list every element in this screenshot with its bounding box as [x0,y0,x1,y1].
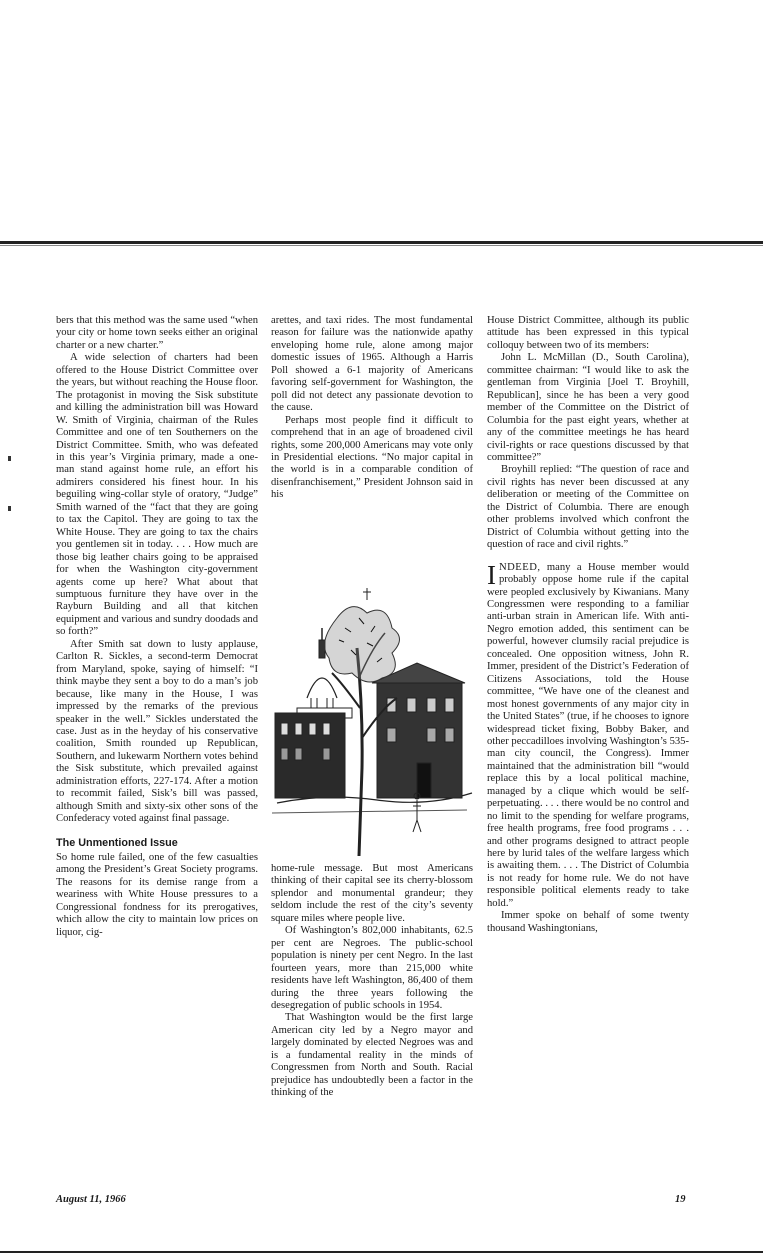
section-heading: The Unmentioned Issue [56,836,178,849]
paragraph: House District Committee, although its public attitude has been expressed in this typical colloquy between two of its members: [487,315,689,351]
drop-cap: I [487,559,496,590]
issue-date: August 11, 1966 [56,1194,126,1205]
column-2 [271,315,473,1099]
paragraph: Broyhill replied: “The question of race and civil rights has never been discussed at any deliberation or meeting of the Committee on the District of Columbia. There are enough other problems involved which confront the District of Columbia without getting into the question of race and civil rights.” [487,464,689,551]
paragraph: John L. McMillan (D., South Carolina), committee chairman: “I would like to ask the gentleman from Virginia [Joel T. Broyhill, Republican], since he has been a very good member of the Committee on the District of Columbia for the past eight years, whether at any of the committee meetings he has heard civil-rights or race questions discussed by that committee?” [487,352,689,463]
top-rule-thin [0,245,763,246]
paragraph: That Washington would be the first large American city led by a Negro mayor and largely dominated by elected Negroes was and is a fundamental reality in the minds of Congressmen from North and South. Racial prejudice has undoubtedly been a factor in the thinking of the [271,1012,473,1099]
paragraph: Perhaps most people find it difficult to comprehend that in an age of broadened civil rights, some 200,000 Americans may vote only in Presidential elections. “No major capital in the world is in a comparable condition of disenfranchisement,” President Johnson said in his [271,414,473,501]
bottom-rule [0,1251,763,1253]
column-1 [56,315,258,939]
paragraph-with-dropcap [487,559,689,911]
paragraph: After Smith sat down to lusty applause, Carlton R. Sickles, a second-term Democrat from Maryland, spoke, saying of himself: “I think maybe they sent a boy to do a man’s job because, like many in the House, I was impressed by the remarks of the previous speaker in the well.” Sickles understated the case. Just as in the heyday of his conservative coalition, Smith rounded up Republican, Southern, and lukewarm Northern votes behind the Sisk substitute, which prevailed against administration efforts, 227-174. After a motion to recommit failed, Sisk’s bill was passed, although Smith and sixty-six other sons of the Confederacy voted against final passage. [56,638,258,825]
paragraph: arettes, and taxi rides. The most fundamental reason for failure was the nationwide apathy enveloping home rule, alone among major domestic issues of 1965. Although a Harris Poll showed a 6-1 majority of Americans favoring self-government for Washington, the poll did not detect any passionate devotion to the cause. [271,315,473,414]
column-3 [487,315,689,935]
paragraph: So home rule failed, one of the few casualties among the President’s Great Society programs. The reasons for its demise range from a weariness with White House pressures to a Congressional fondness for its prerogatives, which allow the city to maintain low prices on liquor, cig- [56,852,258,938]
page-number: 19 [675,1194,686,1205]
top-rule [0,241,763,244]
paragraph: Of Washington’s 802,000 inhabitants, 62.5 per cent are Negroes. The public-school population is ninety per cent Negro. In the last fourteen years, more than 215,000 white residents have left Washington, 86,400 of them during the three years following the desegregation of public schools in 1954. [271,925,473,1011]
capitol-illustration [267,588,477,856]
paragraph-text: many a House member would probably oppose home rule if the capital were peopled exclusively by Kiwanians. Many Congressmen were responding to a familiar anti-urban strain in American life. With anti-Negro emotion added, this sentiment can be powerful, however clumsily racial prejudice is concealed. One opposition witness, John R. Immer, president of the District’s Federation of Citizens Associations, told the House committee, “We have one of the cleanest and most honest governments of any major city in the United States” (true, if he chooses to ignore widespread ticket fixing, Bobby Baker, and other peccadilloes involving Washington’s 535-man city council, the Congress). Immer maintained that the administration bill “would replace this by a local political machine, managed by a clique which would be self-perpetuating. . . . there would be no control and no limit to the spending for welfare programs, free health programs, free food programs . . . and other programs designed to attract people here by lurid tales of the welfare largess which is awaiting them. . . . The District of Columbia is not ready for home rule. We do not have responsible political elements ready to take hold.” [487,561,689,909]
margin-mark [8,456,11,461]
paragraph: Immer spoke on behalf of some twenty thousand Washingtonians, [487,910,689,934]
lead-in: NDEED, [499,561,541,573]
paragraph: home-rule message. But most Americans thinking of their capital see its cherry-blossom splendor and monumental grandeur; they seldom include the rest of the city’s seventy square miles where people live. [271,863,473,924]
paragraph: bers that this method was the same used “when your city or home town seeks either an original charter or a new charter.” [56,315,258,351]
paragraph: A wide selection of charters had been offered to the House District Committee over the years, but without reaching the House floor. The protagonist in moving the Sisk substitute and killing the administration bill was Howard W. Smith of Virginia, chairman of the Rules Committee and one of ten Southerners on the District Committee. Smith, who was defeated in this year’s Virginia primary, made a one-man stand against home rule, an effort his admirers considered his finest hour. In his beguiling wing-collar style of oratory, “Judge” Smith warned of the “fact that they are going to tax the Capitol. They are going to tax the White House. They are going to tax the chairs you gentlemen sit in today. . . . How much are those big leather chairs going to be appraised for when the Washington city-government agents come up here? What about that sumptuous furniture they have over in the Rayburn Building and all that kitchen equipment and various and sundry doodads and so forth?” [56,352,258,638]
margin-mark [8,506,11,511]
